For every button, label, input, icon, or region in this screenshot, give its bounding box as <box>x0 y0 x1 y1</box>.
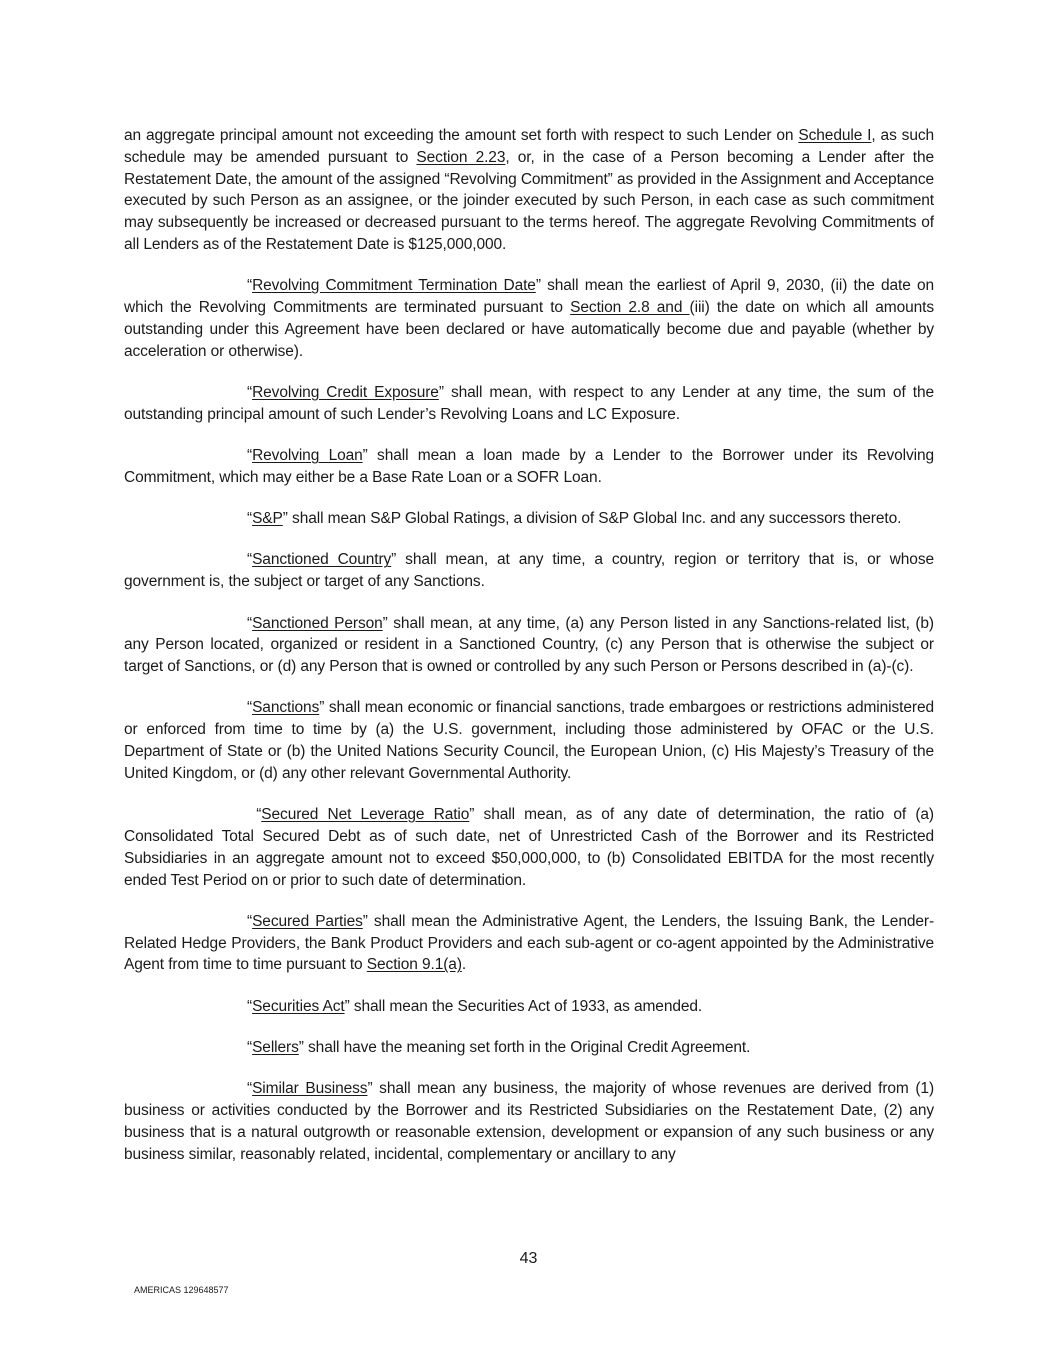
page-number: 43 <box>519 1250 538 1267</box>
definition-similar-business <box>124 1078 934 1165</box>
text-run: ” shall mean, as of any date of determination, the ratio of (a) Consolidated Total Secured Debt as of such date, net of Unrestricted Cash of the Borrower and its Restricted Subsidiaries in an aggregate amount not to exceed $50,000,000, to (b) Consolidated EBITDA for the most recently ended Test Period on or prior to such date of determination. <box>124 806 934 889</box>
text-run: an aggregate principal amount not exceeding the amount set forth with respect to such Lender on <box>124 127 799 144</box>
text-run: ” shall mean a loan made by a Lender to the Borrower under its Revolving Commitment, which may either be a Base Rate Loan or a SOFR Loan. <box>124 447 934 486</box>
defined-term: Secured Parties <box>252 912 363 930</box>
definition-revolving-commitment-termination-date <box>124 275 934 362</box>
definition-secured-parties <box>124 911 934 976</box>
text-run: ” shall mean, at any time, a country, region or territory that is, or whose government is, the subject or target of any Sanctions. <box>124 551 934 591</box>
definition-revolving-credit-exposure <box>124 382 934 426</box>
open-quote: “ <box>247 510 253 528</box>
text-run: ” shall mean the Securities Act of 1933, as amended. <box>344 997 703 1015</box>
definition-sanctioned-country <box>124 549 934 593</box>
definition-sellers <box>124 1037 934 1059</box>
open-quote: “ <box>247 806 262 824</box>
reference-section-2-23: Section 2.23 <box>416 148 506 166</box>
definition-sanctioned-person <box>124 613 934 678</box>
defined-term: Similar Business <box>252 1080 368 1098</box>
text-run: ” shall mean the earliest of April 9, 2030, (ii) the date on which the Revolving Commitments are terminated pursuant to <box>124 277 934 317</box>
defined-term: Sellers <box>252 1039 299 1056</box>
open-quote: “ <box>247 699 253 717</box>
document-id-footer: AMERICAS 129648577 <box>134 1285 229 1295</box>
text-run: ” shall mean economic or financial sanctions, trade embargoes or restrictions administered or enforced from time to time by (a) the U.S. government, including those administered by OFAC or the U.S. Department of State or (b) the United Nations Security Council, the European Union, (c) His Majesty’s Treasury of the United Kingdom, or (d) any other relevant Governmental Authority. <box>124 699 934 782</box>
text-run: , or, in the case of a Person becoming a Lender after the Restatement Date, the amount of the assigned “Revolving Commitment” as provided in the Assignment and Acceptance executed by such Person as an assignee, or the joinder executed by such Person, in each case as such commitment may subsequently be increased or decreased pursuant to the terms hereof. The aggregate Revolving Commitments of all Lenders as of the Restatement Date is $125,000,000. <box>124 148 934 253</box>
definition-revolving-loan <box>124 445 934 489</box>
document-body <box>124 125 934 1185</box>
open-quote: “ <box>247 551 253 569</box>
defined-term: Revolving Credit Exposure <box>252 383 439 401</box>
text-run: ” shall mean the Administrative Agent, the Lenders, the Issuing Bank, the Lender-Related Hedge Providers, the Bank Product Providers and each sub-agent or co-agent appointed by the Administrative Agent from time to time pursuant to <box>124 912 935 974</box>
open-quote: “ <box>247 997 253 1015</box>
text-run: ” shall have the meaning set forth in the Original Credit Agreement. <box>298 1039 751 1056</box>
text-run: ” shall mean any business, the majority of whose revenues are derived from (1) business or activities conducted by the Borrower and its Restricted Subsidiaries on the Restatement Date, (2) any business that is a natural outgrowth or reasonable extension, development or expansion of any such business or any business similar, reasonably related, incidental, complementary or ancillary to any <box>124 1080 935 1163</box>
text-run: ” shall mean, with respect to any Lender at any time, the sum of the outstanding principal amount of such Lender’s Revolving Loans and LC Exposure. <box>124 383 934 423</box>
open-quote: “ <box>247 447 253 465</box>
text-run: (iii) the date on which all amounts outstanding under this Agreement have been declared or have automatically become due and payable (whether by acceleration or otherwise). <box>124 299 934 360</box>
defined-term: S&P <box>252 510 283 528</box>
paragraph-revolving-commitment-continued <box>124 125 934 256</box>
reference-schedule-i: Schedule I <box>798 127 872 144</box>
definition-securities-act <box>124 996 934 1018</box>
defined-term: Sanctions <box>252 699 320 717</box>
defined-term: Sanctioned Country <box>252 551 392 569</box>
open-quote: “ <box>247 277 253 295</box>
defined-term: Revolving Commitment Termination Date <box>252 277 536 295</box>
reference-section-2-8: Section 2.8 and <box>570 299 690 317</box>
text-run: ” shall mean S&P Global Ratings, a division of S&P Global Inc. and any successors thereto. <box>282 510 902 528</box>
open-quote: “ <box>247 1039 253 1056</box>
reference-section-9-1-a: Section 9.1(a) <box>366 956 462 974</box>
defined-term: Revolving Loan <box>252 447 363 465</box>
text-run: , as such schedule may be amended pursuant to <box>124 127 935 166</box>
text-run: . <box>461 956 467 974</box>
definition-s-and-p <box>124 508 934 530</box>
defined-term: Securities Act <box>252 997 345 1015</box>
defined-term: Secured Net Leverage Ratio <box>261 806 470 824</box>
open-quote: “ <box>247 383 253 401</box>
text-run: ” shall mean, at any time, (a) any Person listed in any Sanctions-related list, (b) any Person located, organized or resident in a Sanctioned Country, (c) any Person that is otherwise the subject or target of Sanctions, or (d) any Person that is owned or controlled by any such Person or Persons described in (a)-(c). <box>124 614 934 676</box>
open-quote: “ <box>247 1080 253 1098</box>
definition-secured-net-leverage-ratio <box>124 804 934 891</box>
defined-term: Sanctioned Person <box>252 614 383 632</box>
open-quote: “ <box>247 614 253 632</box>
open-quote: “ <box>247 912 253 930</box>
definition-sanctions <box>124 697 934 784</box>
